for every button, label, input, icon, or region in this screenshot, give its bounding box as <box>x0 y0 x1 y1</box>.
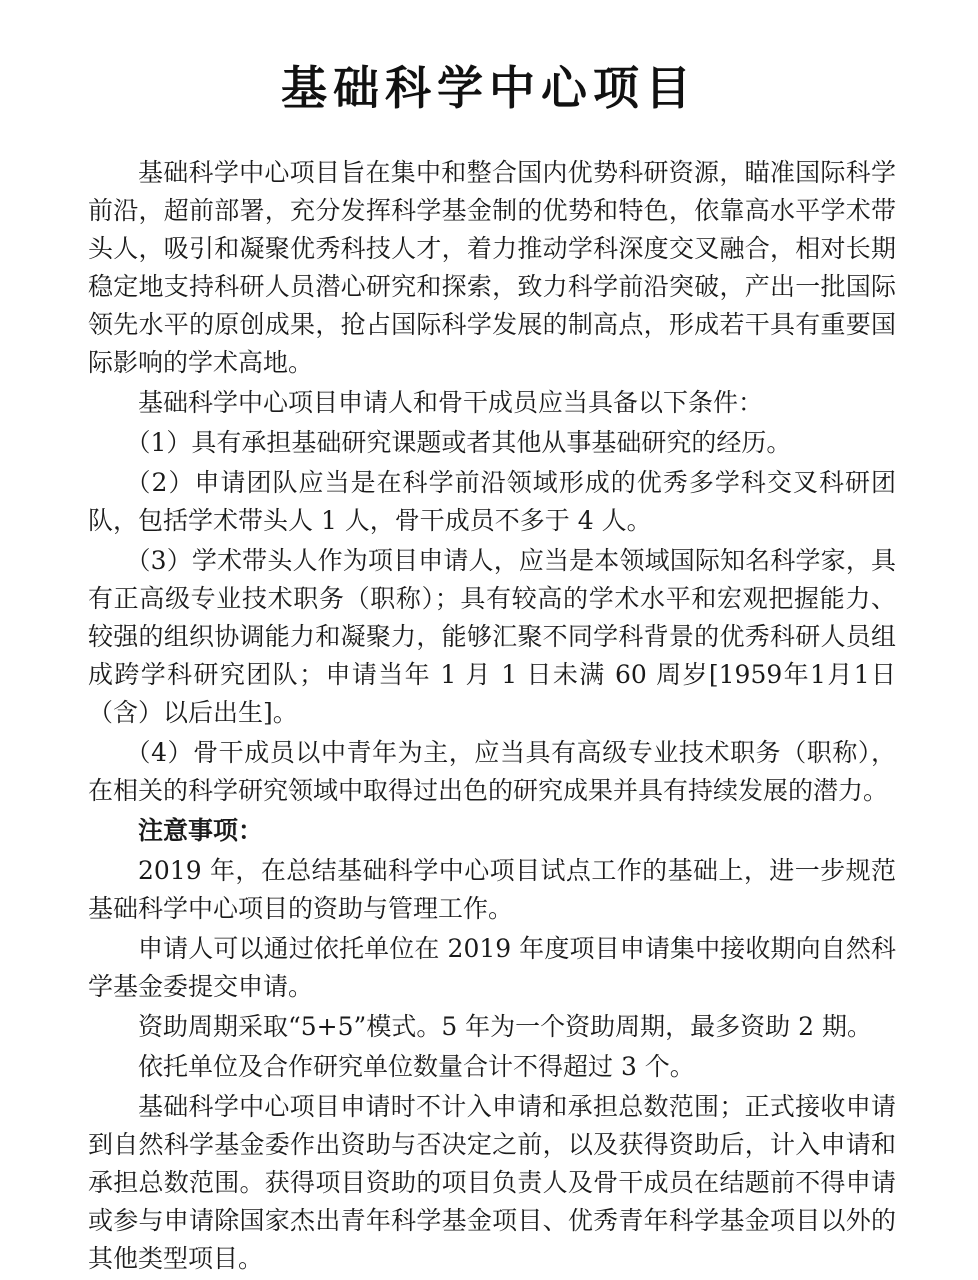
paragraph-note-5: 基础科学中心项目申请时不计入申请和承担总数范围；正式接收申请到自然科学基金委作出资助与否决定之前，以及获得资助后，计入申请和承担总数范围。获得项目资助的项目负责人及骨干成员在结题前不得申请或参与申请除国家杰出青年科学基金项目、优秀青年科学基金项目以外的其他类型项目。 <box>88 1092 896 1273</box>
paragraph-condition-4: （4）骨干成员以中青年为主，应当具有高级专业技术职务（职称），在相关的科学研究领域中取得过出色的研究成果并具有持续发展的潜力。 <box>88 738 896 805</box>
notes-heading: 注意事项： <box>138 816 264 845</box>
paragraph-condition-3: （3）学术带头人作为项目申请人，应当是本领域国际知名科学家，具有正高级专业技术职务（职称）；具有较高的学术水平和宏观把握能力、较强的组织协调能力和凝聚力，能够汇聚不同学科背景的优秀科研人员组成跨学科研究团队；申请当年 1 月 1 日未满 60 周岁[1959年1月1日（含）以后出生]。 <box>88 546 896 727</box>
paragraph-note-2: 申请人可以通过依托单位在 2019 年度项目申请集中接收期向自然科学基金委提交申请。 <box>88 934 896 1001</box>
paragraph-condition-2: （2）申请团队应当是在科学前沿领域形成的优秀多学科交叉科研团队，包括学术带头人 1 人，骨干成员不多于 4 人。 <box>88 468 896 535</box>
paragraph-condition-1: （1）具有承担基础研究课题或者其他从事基础研究的经历。 <box>125 428 792 457</box>
page-title: 基础科学中心项目 <box>281 61 697 115</box>
paragraph-note-4: 依托单位及合作研究单位数量合计不得超过 3 个。 <box>138 1052 695 1081</box>
paragraph-note-1: 2019 年，在总结基础科学中心项目试点工作的基础上，进一步规范基础科学中心项目的资助与管理工作。 <box>88 856 896 923</box>
paragraph-note-3: 资助周期采取“5+5”模式。5 年为一个资助周期，最多资助 2 期。 <box>138 1012 872 1041</box>
paragraph-conditions-intro: 基础科学中心项目申请人和骨干成员应当具备以下条件： <box>138 388 764 417</box>
paragraph-intro: 基础科学中心项目旨在集中和整合国内优势科研资源，瞄准国际科学前沿，超前部署，充分发挥科学基金制的优势和特色，依靠高水平学术带头人，吸引和凝聚优秀科技人才，着力推动学科深度交叉融合，相对长期稳定地支持科研人员潜心研究和探索，致力科学前沿突破，产出一批国际领先水平的原创成果，抢占国际科学发展的制高点，形成若干具有重要国际影响的学术高地。 <box>88 158 896 377</box>
document-body <box>88 154 896 1280</box>
